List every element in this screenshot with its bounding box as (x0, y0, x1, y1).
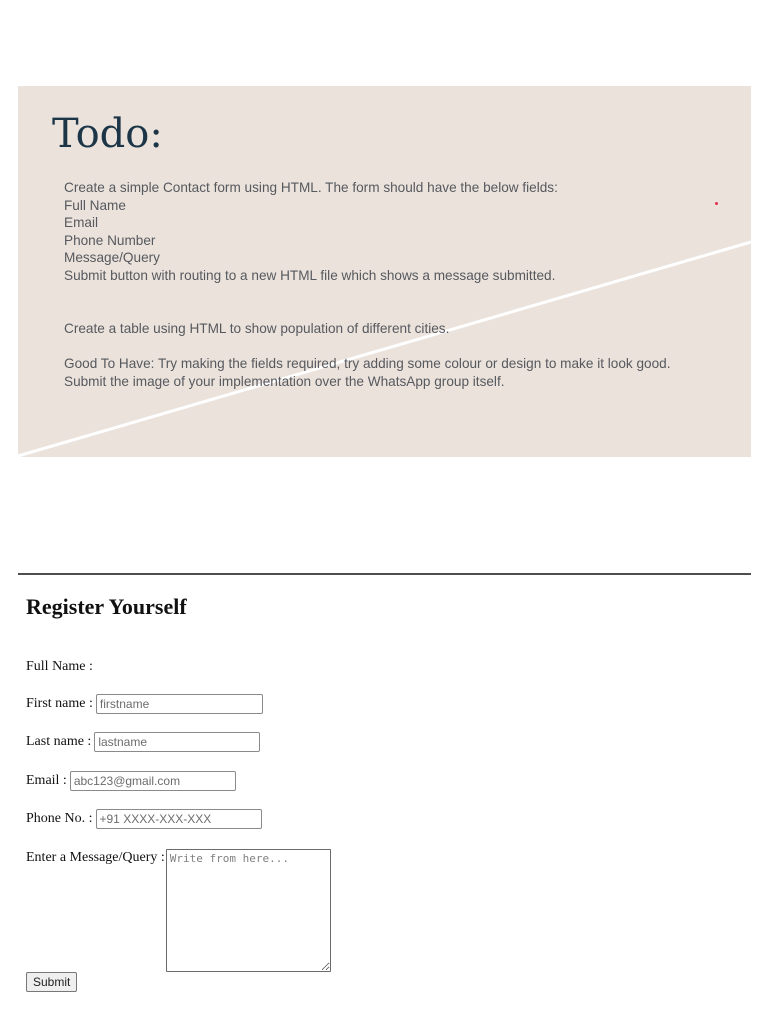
last-name-input[interactable] (94, 732, 260, 752)
last-name-label: Last name : (26, 734, 92, 749)
phone-input[interactable] (96, 809, 262, 829)
first-name-input[interactable] (96, 694, 263, 714)
last-name-row (26, 732, 260, 752)
first-name-row (26, 694, 263, 714)
slide-line: Submit button with routing to a new HTML file which shows a message submitted. (64, 267, 556, 283)
full-name-row (26, 659, 96, 675)
slide-body (64, 179, 744, 390)
phone-label: Phone No. : (26, 811, 93, 826)
slide-line: Phone Number (64, 232, 156, 248)
slide-line: Email (64, 215, 98, 231)
slide-line: Good To Have: Try making the fields required, try adding some colour or design to make it look good. (64, 356, 671, 372)
message-textarea[interactable] (166, 849, 331, 972)
message-row (26, 849, 331, 972)
slide-title: Todo: (52, 111, 163, 157)
message-label: Enter a Message/Query : (26, 850, 165, 865)
slide-line: Create a simple Contact form using HTML. The form should have the below fields: (64, 180, 558, 195)
email-input[interactable] (70, 771, 236, 791)
form-title: Register Yourself (26, 594, 187, 619)
first-name-label: First name : (26, 696, 93, 711)
email-label: Email : (26, 773, 67, 788)
slide-line: Create a table using HTML to show population of different cities. (64, 320, 450, 336)
slide-line: Full Name (64, 197, 126, 213)
full-name-label: Full Name : (26, 659, 93, 674)
email-row (26, 771, 236, 791)
submit-button[interactable]: Submit (26, 972, 77, 992)
phone-row (26, 809, 262, 829)
section-divider (18, 573, 751, 575)
slide-line: Message/Query (64, 250, 160, 266)
todo-slide (18, 86, 751, 457)
slide-line: Submit the image of your implementation over the WhatsApp group itself. (64, 373, 505, 389)
